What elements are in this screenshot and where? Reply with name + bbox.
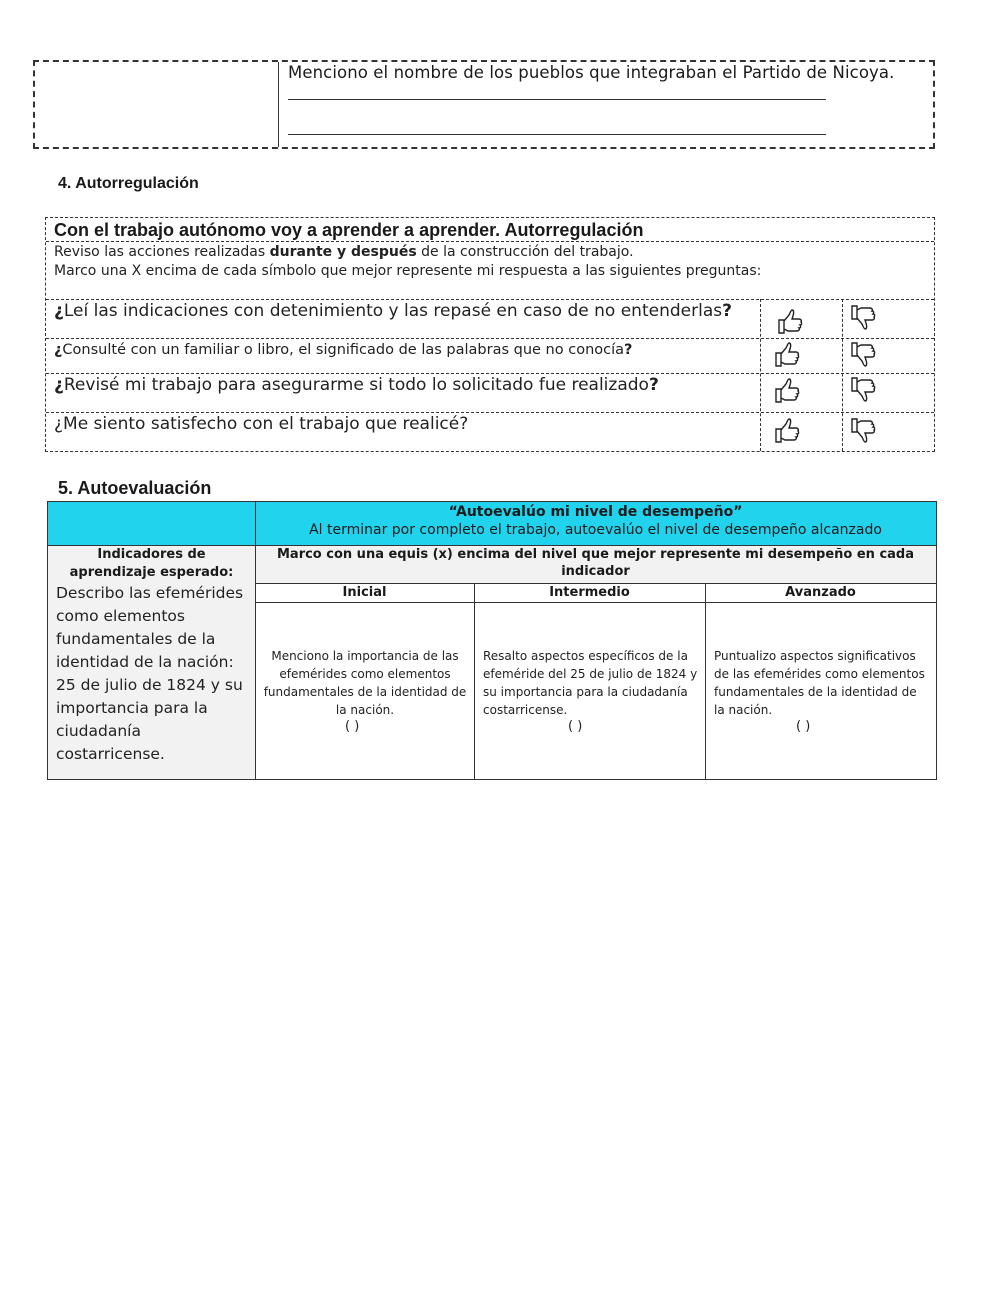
level-intermedio-header: Intermedio bbox=[549, 585, 630, 600]
autorregulacion-title: Con el trabajo autónomo voy a aprender a aprender. Autorregulación bbox=[54, 220, 644, 240]
top-table-right-cell bbox=[279, 62, 933, 147]
thumbs-up-icon[interactable] bbox=[773, 417, 801, 445]
top-question-table bbox=[33, 60, 935, 149]
divider bbox=[46, 241, 934, 242]
mark-box-avanzado[interactable]: ( ) bbox=[796, 719, 811, 734]
header-cell bbox=[255, 502, 936, 546]
section-4-heading: 4. Autorregulación bbox=[58, 175, 199, 192]
mark-box-intermedio[interactable]: ( ) bbox=[568, 719, 583, 734]
thumbs-down-icon[interactable] bbox=[849, 303, 877, 331]
divider bbox=[760, 299, 761, 451]
descriptor-avanzado: Puntualizo aspectos significativos de las efemérides como elementos fundamentales de la identidad de la nación. bbox=[714, 649, 925, 717]
divider bbox=[46, 373, 934, 374]
question-3: ¿Revisé mi trabajo para asegurarme si todo lo solicitado fue realizado? bbox=[54, 375, 659, 395]
descriptor-intermedio: Resalto aspectos específicos de la efeméride del 25 de julio de 1824 y su importancia para la ciudadanía costarricense. bbox=[483, 649, 698, 717]
thumbs-up-icon[interactable] bbox=[776, 308, 804, 336]
pueblos-question: Menciono el nombre de los pueblos que integraban el Partido de Nicoya. bbox=[288, 63, 895, 82]
level-inicial-header: Inicial bbox=[342, 585, 387, 600]
header-empty-cell bbox=[48, 502, 255, 546]
question-1: ¿Leí las indicaciones con detenimiento y las repasé en caso de no entenderlas? bbox=[54, 301, 732, 321]
divider bbox=[46, 338, 934, 339]
instruction-text: Marco con una equis (x) encima del nivel que mejor represente mi desempeño en cada indicador bbox=[255, 546, 936, 583]
level-avanzado-header: Avanzado bbox=[785, 585, 856, 600]
question-2: ¿Consulté con un familiar o libro, el significado de las palabras que no conocía? bbox=[54, 342, 633, 358]
divider bbox=[46, 299, 934, 300]
divider bbox=[255, 602, 936, 603]
divider bbox=[705, 583, 706, 779]
intro-line-1: Reviso las acciones realizadas durante y después de la construcción del trabajo. bbox=[54, 244, 634, 260]
divider bbox=[255, 583, 936, 584]
divider bbox=[474, 583, 475, 779]
indicators-label: Indicadores de aprendizaje esperado: bbox=[69, 547, 234, 580]
mark-box-inicial[interactable]: ( ) bbox=[345, 719, 360, 734]
divider bbox=[48, 545, 936, 546]
section-5-heading: 5. Autoevaluación bbox=[58, 478, 212, 498]
divider bbox=[46, 412, 934, 413]
answer-line-1[interactable] bbox=[288, 99, 826, 100]
autorregulacion-table bbox=[45, 217, 935, 452]
indicator-text: Describo las efemérides como elementos fundamentales de la identidad de la nación: 25 de julio de 1824 y su importancia para la ciudadanía costarricense. bbox=[56, 584, 244, 763]
divider bbox=[255, 502, 256, 779]
question-4: ¿Me siento satisfecho con el trabajo que realicé? bbox=[54, 414, 469, 434]
intro-line-2: Marco una X encima de cada símbolo que mejor represente mi respuesta a las siguientes preguntas: bbox=[54, 263, 762, 279]
header-subtitle: Al terminar por completo el trabajo, autoevalúo el nivel de desempeño alcanzado bbox=[309, 522, 882, 538]
thumbs-down-icon[interactable] bbox=[849, 416, 877, 444]
descriptor-inicial: Menciono la importancia de las efemérides como elementos fundamentales de la identidad de la nación. bbox=[263, 649, 467, 717]
thumbs-up-icon[interactable] bbox=[773, 341, 801, 369]
autoevaluacion-table bbox=[47, 501, 937, 780]
thumbs-down-icon[interactable] bbox=[849, 375, 877, 403]
header-title: “Autoevalúo mi nivel de desempeño” bbox=[448, 504, 743, 520]
answer-line-2[interactable] bbox=[288, 134, 826, 135]
thumbs-up-icon[interactable] bbox=[773, 377, 801, 405]
divider bbox=[842, 299, 843, 451]
thumbs-down-icon[interactable] bbox=[849, 340, 877, 368]
top-table-left-cell bbox=[35, 62, 279, 147]
